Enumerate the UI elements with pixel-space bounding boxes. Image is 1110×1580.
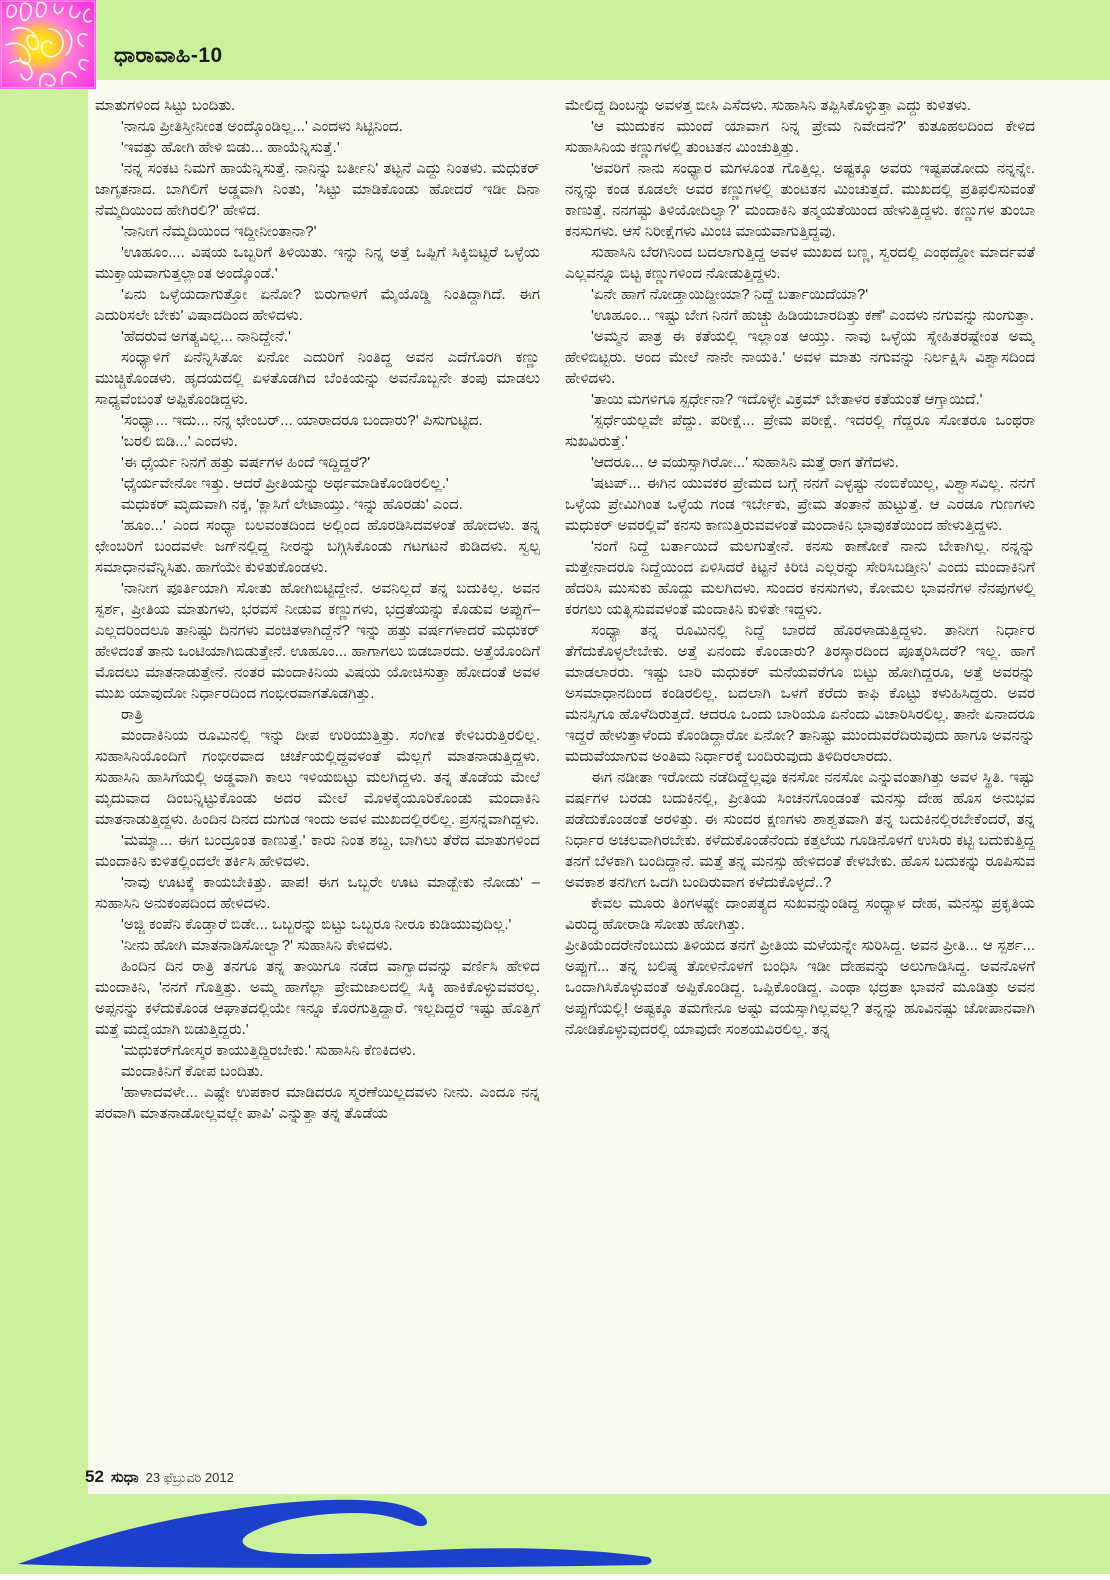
paragraph: ಹಿಂದಿನ ದಿನ ರಾತ್ರಿ ತನಗೂ ತನ್ನ ತಾಯಿಗೂ ನಡೆದ ವಾಗ್ವಾದವನ್ನು ವರ್ಣಿಸಿ ಹೇಳಿದ ಮಂದಾಕಿನಿ, 'ನನಗೆ ಗೊತ್ತಿತ್ತು. ಅಮ್ಮ ಹಾಗೆಲ್ಲಾ ಪ್ರೇಮಜಾಲದಲ್ಲಿ ಸಿಕ್ಕಿ ಹಾಕಿಕೊಳ್ಳುವವರಲ್ಲ. ಅಪ್ಪನನ್ನು ಕಳೆದುಕೊಂಡ ಆಘಾತದಲ್ಲಿಯೇ ಇನ್ನೂ ಕೊರಗುತ್ತಿದ್ದಾರೆ. ಇಲ್ಲದಿದ್ದರೆ ಇಷ್ಟು ಹೊತ್ತಿಗೆ ಮತ್ತೆ ಮದ್ವೆಯಾಗಿ ಬಿಡುತ್ತಿದ್ದರು.' [95,958,540,1038]
paragraph: ಸುಹಾಸಿನಿ ಬೆರಗಿನಿಂದ ಬದಲಾಗುತ್ತಿದ್ದ ಅವಳ ಮುಖದ ಬಣ್ಣ, ಸ್ವರದಲ್ಲಿ ಎಂಥದ್ದೋ ಮಾರ್ದವತೆ ಎಲ್ಲವನ್ನೂ ಬಿಟ್ಟ ಕಣ್ಣುಗಳಿಂದ ನೋಡುತ್ತಿದ್ದಳು. [565,244,1035,282]
page-bottom-margin [0,1574,1110,1580]
paragraph: 'ಆದರೂ... ಆ ವಯಸ್ಸಾಗಿರೋ...' ಸುಹಾಸಿನಿ ಮತ್ತೆ ರಾಗ ತೆಗೆದಳು. [591,454,899,471]
paragraph: 'ಹೂಂ...' ಎಂದ ಸಂಧ್ಯಾ ಬಲವಂತದಿಂದ ಅಲ್ಲಿಂದ ಹೊರಡಿಸಿದವಳಂತೆ ಹೋದಳು. ತನ್ನ ಛೇಂಬರಿಗೆ ಬಂದವಳೇ ಜಗ್‌ನಲ್ಲಿದ್ದ ನೀರನ್ನು ಬಗ್ಗಿಸಿಕೊಂಡು ಗಟಗಟನೆ ಕುಡಿದಳು. ಸ್ವಲ್ಪ ಸಮಾಧಾನವೆನ್ನಿಸಿತು. ಹಾಗೆಯೇ ಕುಳಿತುಕೊಂಡಳು. [95,517,540,576]
right-column [565,95,1035,1459]
paragraph: 'ಹಾಳಾದವಳೇ... ಎಷ್ಟೇ ಉಪಕಾರ ಮಾಡಿದರೂ ಸ್ಮರಣೆಯಿಲ್ಲದವಳು ನೀನು. ಎಂದೂ ನನ್ನ ಪರವಾಗಿ ಮಾತನಾಡೋಲ್ಲವಲ್ಲೇ ಪಾಪಿ' ಎನ್ನುತ್ತಾ ತನ್ನ ತೊಡೆಯ [95,1084,540,1122]
paragraph: ಮಧುಕರ್ ಮೃದುವಾಗಿ ನಕ್ಕ, 'ಕ್ಲಾಸಿಗೆ ಲೇಟಾಯ್ತು. ಇನ್ನು ಹೊರಡು' ಎಂದ. [121,496,463,513]
paragraph: 'ನಾನೀಗ ನೆಮ್ಮದಿಯಿಂದ ಇದ್ದೀನೀಂತಾನಾ?' [121,223,317,240]
page-number: 52 [85,1467,104,1486]
paragraph: 'ಷಟಪ್... ಈಗಿನ ಯುವಕರ ಪ್ರೇಮದ ಬಗ್ಗೆ ನನಗೆ ಎಳ್ಳಷ್ಟು ನಂಬಿಕೆಯಿಲ್ಲ, ವಿಶ್ವಾಸವಿಲ್ಲ. ನನಗೆ ಒಳ್ಳೆಯ ಪ್ರೇಮಿಗಿಂತ ಒಳ್ಳೆಯ ಗಂಡ ಇರ್ಬೇಕು, ಪ್ರೇಮ ತಂತಾನೆ ಹುಟ್ಟುತ್ತೆ. ಆ ಎರಡೂ ಗುಣಗಳು ಮಧುಕರ್ ಅವರಲ್ಲಿವೆ' ಕನಸು ಕಾಣುತ್ತಿರುವವಳಂತೆ ಮಂದಾಕಿನಿ ಭಾವುಕತೆಯಿಂದ ಹೇಳುತ್ತಿದ್ದಳು. [565,475,1035,534]
paragraph: ಮೇಲಿದ್ದ ದಿಂಬನ್ನು ಅವಳತ್ತ ಬೀಸಿ ಎಸೆದಳು. ಸುಹಾಸಿನಿ ತಪ್ಪಿಸಿಕೊಳ್ಳುತ್ತಾ ಎದ್ದು ಕುಳಿತಳು. [565,97,971,114]
serial-title: ಧಾರಾವಾಹಿ-10 [114,44,223,67]
paragraph: 'ತಾಯಿ ಮಗಳಿಗೂ ಸ್ಪರ್ಧೇನಾ? ಇದೊಳ್ಳೇ ವಿಕ್ರಮ್ ಬೇತಾಳರ ಕತೆಯಂತೆ ಆಗ್ತಾಯಿದೆ.' [591,391,983,408]
paragraph: ರಾತ್ರಿ [121,706,143,723]
paragraph: ಪ್ರೀತಿಯೆಂದರೇನೆಂಬುದು ತಿಳಿಯದ ತನಗೆ ಪ್ರೀತಿಯ ಮಳೆಯನ್ನೇ ಸುರಿಸಿದ್ದ. ಅವನ ಪ್ರೀತಿ... ಆ ಸ್ಪರ್ಶ... ಅಪ್ಪುಗೆ... ತನ್ನ ಬಲಿಷ್ಠ ತೋಳಿನೊಳಗೆ ಬಂಧಿಸಿ ಇಡೀ ದೇಹವನ್ನು ಅಲುಗಾಡಿಸಿದ್ದ. ಅವನೊಳಗೆ ಒಂದಾಗಿಸಿಕೊಳ್ಳುವಂತೆ ಅಪ್ಪಿಕೊಂಡಿದ್ದ. ಒಪ್ಪಿಕೊಂಡಿದ್ದ. ಎಂಥಾ ಭದ್ರತಾ ಭಾವನೆ ಮೂಡಿತ್ತು ಅವನ ಅಪ್ಪುಗೆಯಲ್ಲಿ! ಅಷ್ಟಕ್ಕೂ ತಮಗೇನೂ ಅಷ್ಟು ವಯಸ್ಸಾಗಿಲ್ಲವಲ್ಲ? ತನ್ನನ್ನು ಹೂವಿನಷ್ಟು ಜೋಪಾನವಾಗಿ ನೋಡಿಕೊಳ್ಳುವುದರಲ್ಲಿ ಯಾವುದೇ ಸಂಶಯವಿರಲಿಲ್ಲ. ತನ್ನ [565,937,1035,1038]
paragraph: 'ಬರಲಿ ಬಿಡಿ...' ಎಂದಳು. [121,433,238,450]
magazine-name: ಸುಧಾ [110,1469,139,1486]
footer [85,1467,234,1487]
paragraph: 'ನಾನೀಗ ಪೂರ್ತಿಯಾಗಿ ಸೋತು ಹೋಗಿಬಿಟ್ಟಿದ್ದೇನೆ. ಅವನಿಲ್ಲದೆ ತನ್ನ ಬದುಕಿಲ್ಲ. ಅವನ ಸ್ಪರ್ಶ, ಪ್ರೀತಿಯ ಮಾತುಗಳು, ಭರವಸೆ ನೀಡುವ ಕಣ್ಣುಗಳು, ಭದ್ರತೆಯನ್ನು ಕೊಡುವ ಅಪ್ಪುಗೆ– ಎಲ್ಲದರಿಂದಲೂ ತಾನಿಷ್ಟು ದಿನಗಳು ವಂಚಿತಳಾಗಿದ್ದೆನೆ? ಇನ್ನು ಹತ್ತು ವರ್ಷಗಳಾದರೆ ಮಧುಕರ್ ಹೇಳಿದಂತೆ ತಾನು ಒಂಟಿಯಾಗಿಬಿಡುತ್ತೇನೆ. ಊಹೂಂ... ಹಾಗಾಗಲು ಬಿಡಬಾರದು. ಅತ್ತೆಯೊಂದಿಗೆ ಮೊದಲು ಮಾತನಾಡುತ್ತೇನೆ. ನಂತರ ಮಂದಾಕಿನಿಯ ವಿಷಯ ಯೋಚಿಸುತ್ತಾ ಹೋದಂತೆ ಅವಳ ಮುಖ ಯಾವುದೋ ನಿರ್ಧಾರದಿಂದ ಗಂಭೀರವಾಗತೊಡಗಿತ್ತು. [95,580,540,702]
paragraph: ಮಂದಾಕಿನಿಯ ರೂಮಿನಲ್ಲಿ ಇನ್ನು ದೀಪ ಉರಿಯುತ್ತಿತ್ತು. ಸಂಗೀತ ಕೇಳಿಬರುತ್ತಿರಲಿಲ್ಲ. ಸುಹಾಸಿನಿಯೊಂದಿಗೆ ಗಂಭೀರವಾದ ಚರ್ಚೆಯಲ್ಲಿದ್ದವಳಂತೆ ಮೆಲ್ಲಗೆ ಮಾತನಾಡುತ್ತಿದ್ದಳು. ಸುಹಾಸಿನಿ ಹಾಸಿಗೆಯಲ್ಲಿ ಅಡ್ಡವಾಗಿ ಕಾಲು ಇಳಿಯಬಿಟ್ಟು ಮಲಗಿದ್ದಳು. ತನ್ನ ತೊಡೆಯ ಮೇಲೆ ಮೃದುವಾದ ದಿಂಬನ್ನಿಟ್ಟುಕೊಂಡು ಅದರ ಮೇಲೆ ಮೊಳಕೈಯೂರಿಕೊಂಡು ಮಂದಾಕಿನಿ ಮಾತನಾಡುತ್ತಿದ್ದಳು. ಹಿಂದಿನ ದಿನದ ದುಗುಡ ಇಂದು ಅವಳ ಮುಖದಲ್ಲಿರಲಿಲ್ಲ. ಪ್ರಸನ್ನವಾಗಿದ್ದಳು. [95,727,540,828]
paragraph: ಸಂಧ್ಯಾ ತನ್ನ ರೂಮಿನಲ್ಲಿ ನಿದ್ದೆ ಬಾರದೆ ಹೊರಳಾಡುತ್ತಿದ್ದಳು. ತಾನೀಗ ನಿರ್ಧಾರ ತೆಗೆದುಕೊಳ್ಳಲೇಬೇಕು. ಅತ್ತೆ ಏನಂದು ಕೊಂಡಾರು? ತಿರಸ್ಕಾರದಿಂದ ಪೂತ್ಕರಿಸಿದರೆ? ಇಲ್ಲ. ಹಾಗೆ ಮಾಡಲಾರರು. ಇಷ್ಟು ಬಾರಿ ಮಧುಕರ್ ಮನೆಯವರೆಗೂ ಬಿಟ್ಟು ಹೋಗಿದ್ದರೂ, ಅತ್ತೆ ಅವರನ್ನು ಅಸಮಾಧಾನದಿಂದ ಕಂಡಿರಲಿಲ್ಲ. ಬದಲಾಗಿ ಒಳಗೆ ಕರೆದು ಕಾಫಿ ಕೊಟ್ಟು ಕಳುಹಿಸಿದ್ದರು. ಅವರ ಮನಸ್ಸಿಗೂ ಹೊಳೆದಿರುತ್ತದೆ. ಆದರೂ ಒಂದು ಬಾರಿಯೂ ಏನೆಂದು ವಿಚಾರಿಸಿರಲಿಲ್ಲ. ತಾನೇ ಏನಾದರೂ ಇದ್ದರೆ ಹೇಳುತ್ತಾಳೆಂದು ಕೊಂಡಿದ್ದಾರೋ ಏನೋ? ತಾನಿಷ್ಟು ಮುಂದುವರೆದಿರುವುದು ಹಾಗೂ ಅವನನ್ನು ಮದುವೆಯಾಗುವ ಅಂತಿಮ ನಿರ್ಧಾರಕ್ಕೆ ಬಂದಿರುವುದು ತಿಳಿದಿರಲಾರದು. [565,622,1035,765]
paragraph: 'ನಾನೂ ಪ್ರೀತಿಸ್ತೀನೀಂತ ಅಂದ್ಕೊಂಡಿಲ್ಲ...' ಎಂದಳು ಸಿಟ್ಟಿನಿಂದ. [121,118,403,135]
wave-graphic [0,1494,1110,1574]
paragraph: 'ಊಹೂಂ... ಇಷ್ಟು ಬೇಗ ನಿನಗೆ ಹುಚ್ಚು ಹಿಡಿಯಬಾರದಿತ್ತು ಕಣೆ' ಎಂದಳು ನಗುವನ್ನು ನುಂಗುತ್ತಾ. [591,307,1034,324]
issue-date: 23 ಫೆಬ್ರುವರಿ 2012 [145,1470,234,1485]
paragraph: 'ನಂಗೆ ನಿದ್ದೆ ಬರ್ತಾಯಿದೆ ಮಲಗುತ್ತೇನೆ. ಕನಸು ಕಾಣೋಕೆ ನಾನು ಬೇಕಾಗಿಲ್ಲ. ನನ್ನನ್ನು ಮತ್ತೇನಾದರೂ ನಿದ್ದೆಯಿಂದ ಏಳಿಸಿದರೆ ಕಿಟ್ಟನೆ ಕಿರಿಚಿ ಎಲ್ಲರನ್ನು ಸೇರಿಸಿಬಡ್ತೀನಿ' ಎಂದು ಮಂದಾಕಿನಿಗೆ ಹೆದರಿಸಿ ಮುಸುಕು ಹೊದ್ದು ಮಲಗಿದಳು. ಸುಂದರ ಕನಸುಗಳು, ಕೋಮಲ ಭಾವನೆಗಳ ನೆನಪುಗಳಲ್ಲಿ ಕರಗಲು ಯತ್ನಿಸುವವಳಂತೆ ಮಂದಾಕಿನಿ ಕುಳಿತೇ ಇದ್ದಳು. [565,538,1035,618]
paragraph: 'ಊಹೂಂ.... ವಿಷಯ ಒಬ್ಬರಿಗೆ ತಿಳಿಯಿತು. ಇನ್ನು ನಿನ್ನ ಅತ್ತೆ ಒಪ್ಪಿಗೆ ಸಿಕ್ಕಿಬಿಟ್ಟರೆ ಒಳ್ಳೆಯ ಮುಕ್ತಾಯವಾಗುತ್ತಲ್ಲಾಂತ ಅಂದ್ಕೊಂಡೆ.' [95,244,540,282]
paragraph: 'ಇವತ್ತು ಹೋಗಿ ಹೇಳಿ ಬಿಡು... ಹಾಯೆನ್ನಿಸುತ್ತೆ.' [121,139,340,156]
magazine-logo [0,0,96,89]
paragraph: 'ನನ್ನ ಸಂಕಟ ನಿಮಗೆ ಹಾಯೆನ್ನಿಸುತ್ತೆ. ನಾನಿನ್ನು ಬರ್ತೀನಿ' ತಟ್ಟನೆ ಎದ್ದು ನಿಂತಳು. ಮಧುಕರ್ ಜಾಗೃತನಾದ. ಬಾಗಿಲಿಗೆ ಅಡ್ಡವಾಗಿ ನಿಂತು, 'ಸಿಟ್ಟು ಮಾಡಿಕೊಂಡು ಹೋದರೆ ಇಡೀ ದಿನಾ ನೆಮ್ಮದಿಯಿಂದ ಹೇಗಿರಲಿ?' ಹೇಳಿದ. [95,160,540,219]
story-columns [95,95,1035,1459]
paragraph: 'ಅಜ್ಜಿ ಕಂಪೆನಿ ಕೊಡ್ತಾರೆ ಬಿಡೇ... ಒಬ್ಬರನ್ನು ಬಿಟ್ಟು ಒಬ್ಬರೂ ನೀರೂ ಕುಡಿಯುವುದಿಲ್ಲ.' [121,916,512,933]
paragraph: 'ಅಮ್ಮನ ಪಾತ್ರ ಈ ಕತೆಯಲ್ಲಿ ಇಲ್ಲಾಂತ ಆಯ್ತು. ನಾವು ಒಳ್ಳೆಯ ಸ್ನೇಹಿತರಷ್ಟೇಂತ ಅಮ್ಮ ಹೇಳಿಬಿಟ್ಟರು. ಅಂದ ಮೇಲೆ ನಾನೇ ನಾಯಕಿ.' ಅವಳ ಮಾತು ನಗುವನ್ನು ನಿರ್ಲಕ್ಷಿಸಿ ವಿಶ್ವಾಸದಿಂದ ಹೇಳಿದಳು. [565,328,1035,387]
paragraph: 'ಏನು ಒಳ್ಳೆಯದಾಗುತ್ತೋ ಏನೋ? ಬಿರುಗಾಳಿಗೆ ಮೈಯೊಡ್ಡಿ ನಿಂತಿದ್ದಾಗಿದೆ. ಈಗ ಎದುರಿಸಲೇ ಬೇಕು' ವಿಷಾದದಿಂದ ಹೇಳಿದಳು. [95,286,540,324]
paragraph: ಕೇವಲ ಮೂರು ತಿಂಗಳಷ್ಟೇ ದಾಂಪತ್ಯದ ಸುಖವನ್ನುಂಡಿದ್ದ ಸಂಧ್ಯಾಳ ದೇಹ, ಮನಸ್ಸು ಪ್ರಕೃತಿಯ ವಿರುದ್ಧ ಹೋರಾಡಿ ಸೋತು ಹೋಗಿತ್ತು. [565,895,1035,933]
paragraph: 'ಹೆದರುವ ಅಗತ್ಯವಿಲ್ಲ... ನಾನಿದ್ದೇನೆ.' [121,328,291,345]
paragraph: 'ಸಂಧ್ಯಾ... ಇದು... ನನ್ನ ಛೇಂಬರ್... ಯಾರಾದರೂ ಬಂದಾರು?' ಪಿಸುಗುಟ್ಟಿದ. [121,412,483,429]
paragraph: 'ಸ್ಪರ್ಧೆಯಲ್ಲವೇ ಪೆದ್ದು. ಪರೀಕ್ಷೆ... ಪ್ರೇಮ ಪರೀಕ್ಷೆ. ಇದರಲ್ಲಿ ಗೆದ್ದರೂ ಸೋತರೂ ಒಂಥರಾ ಸುಖವಿರುತ್ತೆ.' [565,412,1035,450]
paragraph: 'ನೀನು ಹೋಗಿ ಮಾತನಾಡಿಸೋಲ್ವಾ?' ಸುಹಾಸಿನಿ ಕೇಳಿದಳು. [121,937,393,954]
paragraph: 'ಆ ಮುದುಕನ ಮುಂದೆ ಯಾವಾಗ ನಿನ್ನ ಪ್ರೇಮ ನಿವೇದನೆ?' ಕುತೂಹಲದಿಂದ ಕೇಳಿದ ಸುಹಾಸಿನಿಯ ಕಣ್ಣುಗಳಲ್ಲಿ ತುಂಟತನ ಮಿಂಚುತ್ತಿತ್ತು. [565,118,1035,156]
paragraph: 'ಧೈರ್ಯವೇನೋ ಇತ್ತು. ಆದರೆ ಪ್ರೀತಿಯನ್ನು ಅರ್ಥಮಾಡಿಕೊಂಡಿರಲಿಲ್ಲ.' [121,475,449,492]
left-column [95,95,540,1459]
paragraph: 'ಏನೇ ಹಾಗೆ ನೋಡ್ತಾಯಿದ್ದೀಯಾ? ನಿದ್ದೆ ಬರ್ತಾಯಿದೆಯಾ?' [591,286,869,303]
paragraph: ಮಾತುಗಳಿಂದ ಸಿಟ್ಟು ಬಂದಿತು. [95,97,236,114]
paragraph: 'ಈ ಧೈರ್ಯ ನಿನಗೆ ಹತ್ತು ವರ್ಷಗಳ ಹಿಂದೆ ಇದ್ದಿದ್ದರೆ?' [121,454,371,471]
paragraph: 'ಮಮ್ಮಾ... ಈಗ ಬಂದ್ರೂಂತ ಕಾಣುತ್ತೆ.' ಕಾರು ನಿಂತ ಶಬ್ದ, ಬಾಗಿಲು ತೆರೆದ ಮಾತುಗಳಿಂದ ಮಂದಾಕಿನಿ ಕುಳಿತಲ್ಲಿಂದಲೇ ತರ್ಕಿಸಿ ಹೇಳಿದಳು. [95,832,540,870]
paragraph: ಮಂದಾಕಿನಿಗೆ ಕೋಪ ಬಂದಿತು. [121,1063,264,1080]
paragraph: ಈಗ ನಡೀತಾ ಇರೋದು ನಡೆದಿದ್ದೆಲ್ಲವೂ ಕನಸೋ ನನಸೋ ಎನ್ನುವಂತಾಗಿತ್ತು ಅವಳ ಸ್ಥಿತಿ. ಇಷ್ಟು ವರ್ಷಗಳ ಬರಡು ಬದುಕಿನಲ್ಲಿ, ಪ್ರೀತಿಯ ಸಿಂಚನಗೊಂಡಂತೆ ಮನಸ್ಸು ದೇಹ ಹೊಸ ಅನುಭವ ಪಡೆದುಕೊಂಡಂತೆ ಅರಳಿತ್ತು. ಈ ಸುಂದರ ಕ್ಷಣಗಳು ಶಾಶ್ವತವಾಗಿ ತನ್ನ ಬದುಕಿನಲ್ಲಿರಬೇಕೆಂದರೆ, ತನ್ನ ನಿರ್ಧಾರ ಅಚಲವಾಗಿರಬೇಕು. ಕಳೆದುಕೊಂಡೆನೆಂದು ಕತ್ತಲೆಯ ಗೂಡಿನೊಳಗೆ ಉಸಿರು ಕಟ್ಟಿ ಬದುಕುತ್ತಿದ್ದ ತನಗೆ ಬೆಳಕಾಗಿ ಬಂದಿದ್ದಾನೆ. ಮತ್ತೆ ತನ್ನ ಮನಸ್ಸು ಹೇಳಿದಂತೆ ಕೇಳಬೇಕು. ಹೊಸ ಬದುಕನ್ನು ರೂಪಿಸುವ ಅವಕಾಶ ತನಗೀಗ ಒದಗಿ ಬಂದಿರುವಾಗ ಕಳೆದುಕೊಳ್ಳದೆ..? [565,769,1035,891]
paragraph: ಸಂಧ್ಯಾಳಿಗೆ ಏನೆನ್ನಿಸಿತೋ ಏನೋ ಎದುರಿಗೆ ನಿಂತಿದ್ದ ಅವನ ಎದೆಗೊರಗಿ ಕಣ್ಣು ಮುಚ್ಚಿಕೊಂಡಳು. ಹೃದಯದಲ್ಲಿ ಏಳತೊಡಗಿದ ಬೆಂಕಿಯನ್ನು ಅವನೊಬ್ಬನೇ ತಂಪು ಮಾಡಲು ಸಾಧ್ಯವೆಂಬಂತೆ ಅಪ್ಪಿಕೊಂಡಿದ್ದಳು. [95,349,540,408]
paper-area [88,80,1110,1494]
paragraph: 'ಮಧುಕರ್‌ಗೋಸ್ಕರ ಕಾಯುತ್ತಿದ್ದಿರಬೇಕು.' ಸುಹಾಸಿನಿ ಕೆಣಕಿದಳು. [121,1042,416,1059]
paragraph: 'ನಾವು ಊಟಕ್ಕೆ ಕಾಯಬೇಕಿತ್ತು. ಪಾಪ! ಈಗ ಒಬ್ಬರೇ ಊಟ ಮಾಡ್ಬೇಕು ನೋಡು' –ಸುಹಾಸಿನಿ ಅನುಕಂಪದಿಂದ ಹೇಳಿದಳು. [95,874,540,912]
paragraph: 'ಅವರಿಗೆ ನಾನು ಸಂಧ್ಯಾರ ಮಗಳೂಂತ ಗೊತ್ತಿಲ್ಲ. ಅಷ್ಟಕ್ಕೂ ಅವರು ಇಷ್ಟಪಡೋದು ನನ್ನನ್ನೇ. ನನ್ನನ್ನು ಕಂಡ ಕೂಡಲೇ ಅವರ ಕಣ್ಣುಗಳಲ್ಲಿ ತುಂಟತನ ಮಿಂಚುತ್ತದೆ. ಮುಖದಲ್ಲಿ ಪ್ರತಿಫಲಿಸುವಂತೆ ಕಾಣುತ್ತೆ. ನನಗಷ್ಟು ತಿಳಿಯೋದಿಲ್ವಾ?' ಮಂದಾಕಿನಿ ತನ್ಮಯತೆಯಿಂದ ಹೇಳುತ್ತಿದ್ದಳು. ಕಣ್ಣುಗಳ ತುಂಬಾ ಕನಸುಗಳು. ಆಸೆ ನಿರೀಕ್ಷೆಗಳು ಮಿಂಚಿ ಮಾಯವಾಗುತ್ತಿದ್ದವು. [565,160,1035,240]
